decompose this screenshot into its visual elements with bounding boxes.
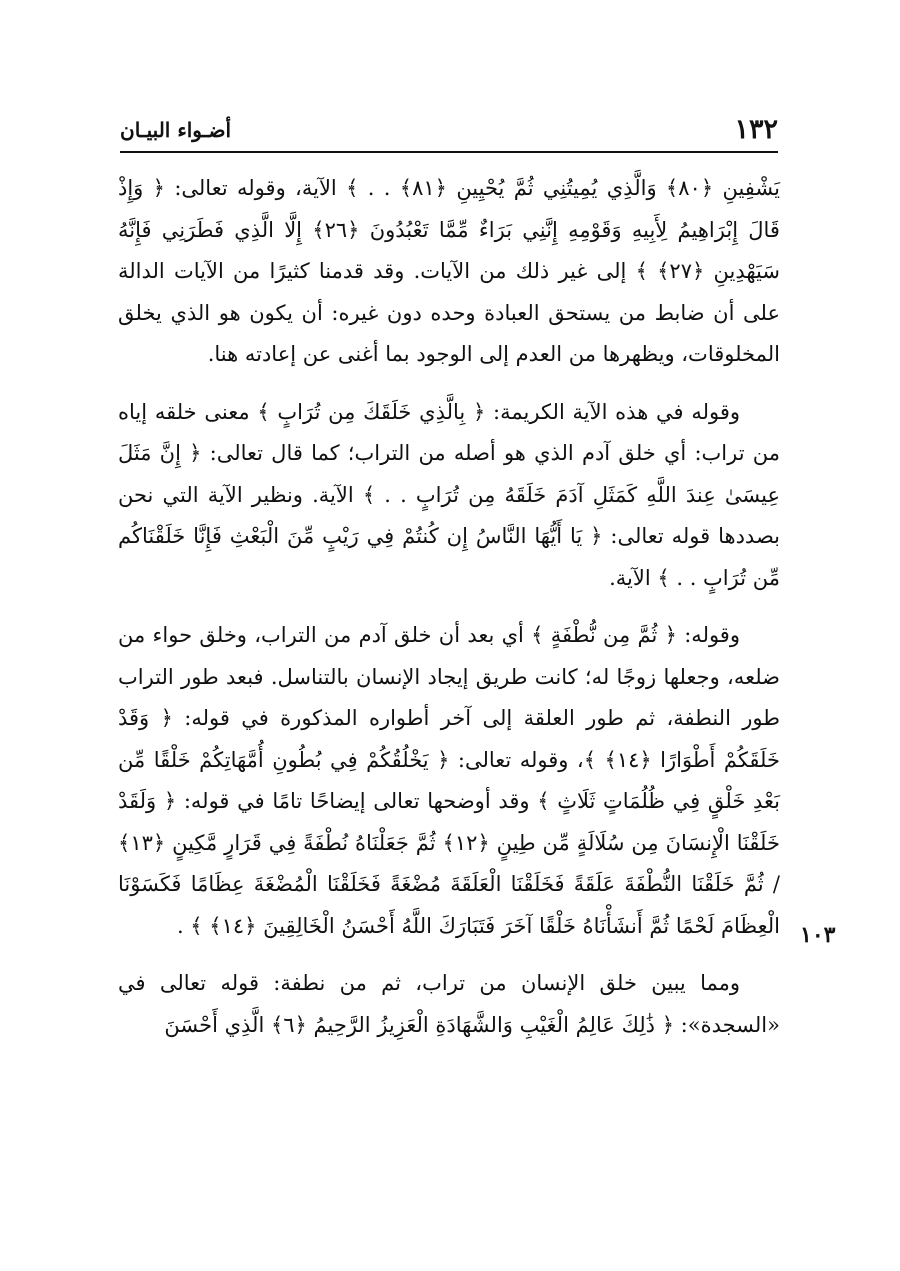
marginal-page-number: ١٠٣ xyxy=(800,922,836,948)
page-header xyxy=(120,104,778,150)
paragraph-text: ومما يبين خلق الإنسان من تراب، ثم من نطفة: قوله تعالى في «السجدة»: ﴿ ذَٰلِكَ عَالِمُ الْغَيْبِ وَالشَّهَادَةِ الْعَزِيزُ الرَّحِيمُ ﴿٦﴾ الَّذِي أَحْسَنَ xyxy=(118,971,780,1037)
header-divider xyxy=(120,151,778,153)
page-number: ١٣٢ xyxy=(734,114,778,145)
body-text xyxy=(118,168,780,1062)
paragraph-creation-from-dust xyxy=(118,392,780,600)
paragraph-creation-from-sperm xyxy=(118,615,780,947)
paragraph-text: وقوله: ﴿ ثُمَّ مِن نُّطْفَةٍ ﴾ أي بعد أن خلق آدم من التراب، وخلق حواء من ضلعه، وجعلها زوجًا له؛ كانت طريق إيجاد الإنسان بالتناسل. فبعد طور التراب طور النطفة، ثم طور العلقة إلى آخر أطواره المذكورة في قوله: ﴿ وَقَدْ خَلَقَكُمْ أَطْوَارًا ﴿١٤﴾ ﴾، وقوله تعالى: ﴿ يَخْلُقُكُمْ فِي بُطُونِ أُمَّهَاتِكُمْ خَلْقًا مِّن بَعْدِ خَلْقٍ فِي ظُلُمَاتٍ ثَلَاثٍ ﴾ وقد أوضحها تعالى إيضاحًا تامًا في قوله: ﴿ وَلَقَدْ خَلَقْنَا الْإِنسَانَ مِن سُلَالَةٍ مِّن طِينٍ ﴿١٢﴾ ثُمَّ جَعَلْنَاهُ نُطْفَةً فِي قَرَارٍ مَّكِينٍ ﴿١٣﴾ / ثُمَّ خَلَقْنَا النُّطْفَةَ عَلَقَةً فَخَلَقْنَا الْعَلَقَةَ مُضْغَةً فَخَلَقْنَا الْمُضْغَةَ عِظَامًا فَكَسَوْنَا الْعِظَامَ لَحْمًا ثُمَّ أَنشَأْنَاهُ خَلْقًا آخَرَ فَتَبَارَكَ اللَّهُ أَحْسَنُ الْخَالِقِينَ ﴿١٤﴾ ﴾ . xyxy=(118,623,780,938)
paragraph-continuation: يَشْفِينِ ﴿٨٠﴾ وَالَّذِي يُمِيتُنِي ثُمَّ يُحْيِينِ ﴿٨١﴾ . . ﴾ الآية، وقوله تعالى: ﴿ وَإِذْ قَالَ إِبْرَاهِيمُ لِأَبِيهِ وَقَوْمِهِ إِنَّنِي بَرَاءٌ مِّمَّا تَعْبُدُونَ ﴿٢٦﴾ إِلَّا الَّذِي فَطَرَنِي فَإِنَّهُ سَيَهْدِينِ ﴿٢٧﴾ ﴾ إلى غير ذلك من الآيات. وقد قدمنا كثيرًا من الآيات الدالة على أن ضابط من يستحق العبادة وحده دون غيره: أن يكون هو الذي يخلق المخلوقات، ويظهرها من العدم إلى الوجود بما أغنى عن إعادته هنا. xyxy=(118,176,780,366)
paragraph-as-sajda xyxy=(118,963,780,1046)
paragraph-text: وقوله في هذه الآية الكريمة: ﴿ بِالَّذِي خَلَقَكَ مِن تُرَابٍ ﴾ معنى خلقه إياه من تراب: أي خلق آدم الذي هو أصله من التراب؛ كما قال تعالى: ﴿ إِنَّ مَثَلَ عِيسَىٰ عِندَ اللَّهِ كَمَثَلِ آدَمَ خَلَقَهُ مِن تُرَابٍ . . ﴾ الآية. ونظير الآية التي نحن بصددها قوله تعالى: ﴿ يَا أَيُّهَا النَّاسُ إِن كُنتُمْ فِي رَيْبٍ مِّنَ الْبَعْثِ فَإِنَّا خَلَقْنَاكُم مِّن تُرَابٍ . . ﴾ الآية. xyxy=(118,399,780,590)
running-title: أضـواء البيـان xyxy=(120,118,232,142)
